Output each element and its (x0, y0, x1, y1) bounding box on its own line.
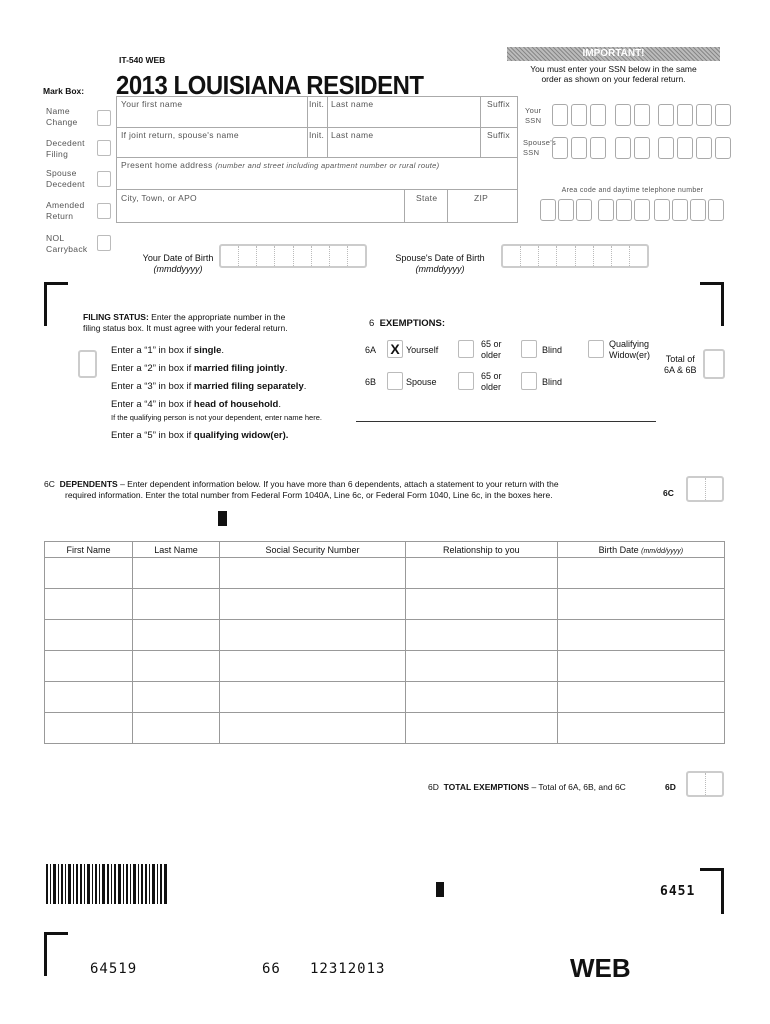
dependent-cell[interactable] (220, 713, 406, 744)
dependent-cell[interactable] (45, 558, 133, 589)
page-title: 2013 LOUISIANA RESIDENT (116, 70, 424, 100)
col-last-name: Last Name (133, 542, 220, 558)
spouse-init-field[interactable]: Init. (309, 130, 325, 140)
filing-status-option-3: Enter a “3” in box if married filing separately. (111, 381, 307, 392)
spouse-dob-format: (mmddyyyy) (415, 264, 465, 274)
dependent-cell[interactable] (220, 589, 406, 620)
registration-mark-br (700, 868, 724, 914)
spouse-first-name-field[interactable]: If joint return, spouse's name (121, 130, 239, 140)
dependent-cell[interactable] (133, 589, 220, 620)
qualifying-widow-checkbox[interactable] (588, 340, 604, 358)
spouse-label: Spouse (406, 377, 437, 387)
scan-code-1: 64519 (90, 961, 138, 977)
your-dob-input[interactable] (219, 244, 367, 268)
dependent-cell[interactable] (405, 682, 557, 713)
address-hint: (number and street including apartment number or rural route) (215, 161, 440, 170)
total-6a-6b-label: Total of 6A & 6B (664, 354, 697, 375)
dependent-cell[interactable] (557, 682, 724, 713)
city-field[interactable]: City, Town, or APO (121, 193, 197, 203)
suffix-field[interactable]: Suffix (487, 99, 510, 109)
mark-name-change-checkbox[interactable] (97, 110, 111, 126)
mark-decedent-filing-checkbox[interactable] (97, 140, 111, 156)
your-dob-label-text: Your Date of Birth (142, 253, 214, 263)
dependent-cell[interactable] (405, 651, 557, 682)
address-field[interactable] (121, 160, 439, 170)
important-text-2: order as shown on your federal return. (541, 74, 686, 84)
important-text (507, 64, 720, 84)
registration-mark-tl (44, 282, 68, 326)
dependent-cell[interactable] (557, 713, 724, 744)
line-6b-label: 6B (365, 377, 377, 387)
total-6a-6b-input[interactable] (703, 349, 725, 379)
spouse-blind-checkbox[interactable] (521, 372, 537, 390)
col-ssn: Social Security Number (220, 542, 406, 558)
line-6d-box-label: 6D (665, 782, 676, 792)
state-field[interactable]: State (416, 193, 438, 203)
your-ssn-label-2: SSN (525, 116, 542, 125)
mark-name-change-label: Name Change (46, 106, 78, 127)
dependent-cell[interactable] (557, 620, 724, 651)
qualifying-widow-label: Qualifying Widow(er) (609, 339, 651, 360)
dependent-cell[interactable] (133, 713, 220, 744)
dependent-cell[interactable] (45, 589, 133, 620)
registration-mark-bl (44, 932, 68, 976)
mark-nol-carryback-label: NOL Carryback (46, 233, 88, 254)
mark-spouse-decedent-label: Spouse Decedent (46, 168, 85, 189)
scan-mark (218, 511, 227, 526)
dependents-table (44, 541, 725, 744)
line-6c-box-label: 6C (663, 488, 674, 498)
dependent-cell[interactable] (557, 651, 724, 682)
address-label: Present home address (121, 160, 213, 170)
filing-status-box[interactable] (78, 350, 97, 378)
dependent-cell[interactable] (405, 713, 557, 744)
table-row (45, 589, 725, 620)
spouse-ssn-label-1: Spouse's (523, 138, 557, 147)
spouse-checkbox[interactable] (387, 372, 403, 390)
yourself-65-checkbox[interactable] (458, 340, 474, 358)
registration-mark-tr (700, 282, 724, 326)
line-6c-input[interactable] (686, 476, 724, 502)
first-name-field[interactable]: Your first name (121, 99, 183, 109)
spouse-65-checkbox[interactable] (458, 372, 474, 390)
table-row (45, 651, 725, 682)
spouse-last-name-field[interactable]: Last name (331, 130, 374, 140)
dependent-cell[interactable] (220, 620, 406, 651)
table-row (45, 620, 725, 651)
yourself-label: Yourself (406, 345, 439, 355)
dependent-cell[interactable] (220, 682, 406, 713)
spouse-dob-input[interactable] (501, 244, 649, 268)
table-row (45, 558, 725, 589)
yourself-blind-label: Blind (542, 345, 563, 355)
your-ssn-label (525, 106, 541, 126)
filing-status-intro-2: filing status box. It must agree with your federal return. (83, 323, 288, 333)
col-relationship: Relationship to you (405, 542, 557, 558)
spouse-blind-label: Blind (542, 377, 563, 387)
spouse-dob-label (380, 253, 500, 275)
line-6d-input[interactable] (686, 771, 724, 797)
mark-decedent-filing-label: Decedent Filing (46, 138, 85, 159)
dependent-cell[interactable] (557, 558, 724, 589)
dependent-cell[interactable] (45, 651, 133, 682)
col-birth-date: Birth Date (mm/dd/yyyy) (557, 542, 724, 558)
dependent-cell[interactable] (133, 558, 220, 589)
yourself-65-label: 65 or older (481, 339, 502, 360)
zip-field[interactable]: ZIP (474, 193, 489, 203)
filing-status-option-2: Enter a “2” in box if married filing jointly. (111, 363, 288, 374)
dependent-cell[interactable] (220, 651, 406, 682)
scan-code-3: 12312013 (310, 961, 386, 977)
dependent-cell[interactable] (405, 558, 557, 589)
mark-spouse-decedent-checkbox[interactable] (97, 171, 111, 187)
spouse-65-label: 65 or older (481, 371, 502, 392)
important-banner (507, 47, 720, 61)
dependents-header-row (45, 542, 725, 558)
dependent-cell[interactable] (45, 713, 133, 744)
table-row (45, 713, 725, 744)
dependent-cell[interactable] (133, 620, 220, 651)
hoh-name-input[interactable] (356, 421, 656, 422)
table-row (45, 682, 725, 713)
page-code: 6451 (660, 884, 696, 899)
mark-nol-carryback-checkbox[interactable] (97, 235, 111, 251)
filing-status-option-5: Enter a “5” in box if qualifying widow(er). (111, 430, 289, 441)
spouse-suffix-field[interactable]: Suffix (487, 130, 510, 140)
scan-mark (436, 882, 444, 897)
dependent-cell[interactable] (405, 589, 557, 620)
spouse-ssn-label-2: SSN (523, 148, 540, 157)
init-field[interactable]: Init. (309, 99, 325, 109)
web-label: WEB (570, 953, 631, 983)
total-exemptions-label: 6D TOTAL EXEMPTIONS – Total of 6A, 6B, and 6C (428, 782, 626, 792)
dependent-cell[interactable] (45, 620, 133, 651)
last-name-field[interactable]: Last name (331, 99, 374, 109)
dependent-cell[interactable] (405, 620, 557, 651)
phone-label: Area code and daytime telephone number (561, 187, 704, 194)
form-id: IT-540 WEB (119, 55, 166, 65)
filing-status-heading: FILING STATUS: (83, 312, 149, 322)
yourself-blind-checkbox[interactable] (521, 340, 537, 358)
your-dob-format: (mmddyyyy) (153, 264, 203, 274)
hoh-note: If the qualifying person is not your dependent, enter name here. (111, 413, 322, 422)
filing-status-option-1: Enter a “1” in box if single. (111, 345, 224, 356)
dependent-cell[interactable] (220, 558, 406, 589)
spouse-dob-label-text: Spouse's Date of Birth (395, 253, 485, 263)
dependent-cell[interactable] (133, 682, 220, 713)
barcode (46, 862, 168, 906)
important-text-1: You must enter your SSN below in the same (530, 64, 697, 74)
mark-amended-return-checkbox[interactable] (97, 203, 111, 219)
line-6a-label: 6A (365, 345, 377, 355)
dependent-cell[interactable] (45, 682, 133, 713)
mark-box-label: Mark Box: (43, 86, 85, 96)
filing-status-intro (83, 312, 323, 334)
filing-status-intro-1: Enter the appropriate number in the (151, 312, 286, 322)
filing-status-option-4: Enter a “4” in box if head of household. (111, 399, 281, 410)
your-ssn-label-1: Your (525, 106, 542, 115)
important-banner-text: IMPORTANT! (582, 48, 645, 59)
dependent-cell[interactable] (557, 589, 724, 620)
dependents-instructions: 6C DEPENDENTS – Enter dependent information below. If you have more than 6 dependents, attach a statement to your return with the required information. Enter the total number from Federal Form 1040A, Line 6c, or Federal Form 1040, Line 6c, in the boxes here. (44, 479, 559, 500)
scan-code-2: 66 (262, 961, 281, 977)
col-first-name: First Name (45, 542, 133, 558)
dependent-cell[interactable] (133, 651, 220, 682)
mark-amended-return-label: Amended Return (46, 200, 85, 221)
yourself-checkbox[interactable]: X (387, 340, 403, 358)
exemptions-heading: 6 EXEMPTIONS: (369, 318, 446, 329)
